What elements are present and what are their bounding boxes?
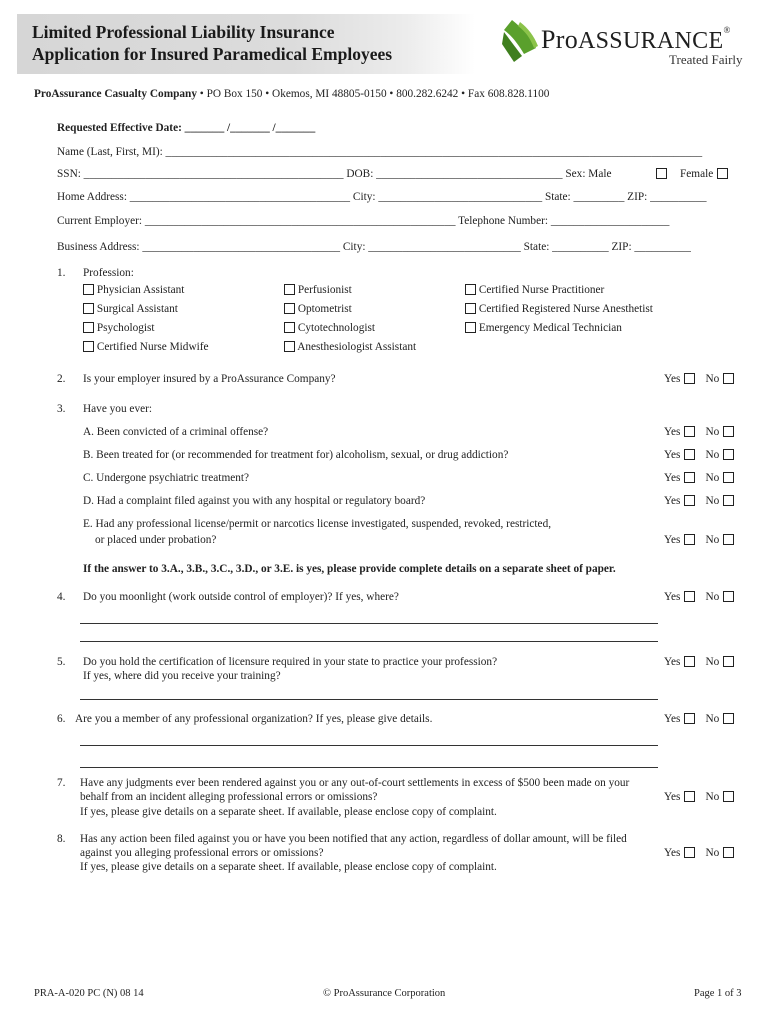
checkbox-icon[interactable] (284, 322, 295, 333)
profession-option[interactable] (465, 284, 604, 296)
option-label: Certified Nurse Midwife (96, 341, 209, 353)
yes-checkbox[interactable] (684, 449, 695, 460)
q4-text: Do you moonlight (work outside control of employer)? If yes, where? (83, 591, 399, 603)
yes-label: Yes (664, 373, 681, 385)
option-label: Emergency Medical Technician (478, 322, 622, 334)
no-checkbox[interactable] (723, 534, 734, 545)
q8-text-line1: Has any action been filed against you or have you been notified that any action, regardless of dollar amount, will be filed (80, 833, 627, 845)
checkbox-icon[interactable] (83, 303, 94, 314)
answer-line[interactable] (80, 699, 658, 700)
q8-number: 8. (57, 833, 66, 845)
profession-option[interactable] (83, 303, 178, 315)
checkbox-icon[interactable] (465, 322, 476, 333)
answer-line[interactable] (80, 641, 658, 642)
no-checkbox[interactable] (723, 791, 734, 802)
q3-note: If the answer to 3.A., 3.B., 3.C., 3.D., or 3.E. is yes, please provide complete details on a separate sheet of paper. (83, 563, 616, 575)
yes-checkbox[interactable] (684, 426, 695, 437)
yes-label: Yes (664, 495, 681, 507)
business-address-field[interactable]: Business Address: ___________________________________ City: ___________________________ State: __________ ZIP: __________ (57, 241, 691, 253)
q6-number: 6. (57, 713, 66, 725)
no-checkbox[interactable] (723, 426, 734, 437)
yes-label: Yes (664, 449, 681, 461)
yes-checkbox[interactable] (684, 847, 695, 858)
option-label: Certified Nurse Practitioner (478, 284, 605, 296)
checkbox-icon[interactable] (284, 341, 295, 352)
q3b-text: B. Been treated for (or recommended for treatment for) alcoholism, sexual, or drug addiction? (83, 449, 509, 461)
yes-label: Yes (664, 591, 681, 603)
no-checkbox[interactable] (723, 591, 734, 602)
form-id: PRA-A-020 PC (N) 08 14 (34, 988, 144, 999)
q1-label: Profession: (83, 267, 134, 279)
no-checkbox[interactable] (723, 373, 734, 384)
option-label: Cytotechnologist (297, 322, 376, 334)
q7-text-line2: behalf from an incident alleging professional errors or omissions? (80, 791, 378, 803)
contact-line (34, 88, 549, 100)
q3e-text-line2: or placed under probation? (95, 534, 217, 546)
answer-line[interactable] (80, 767, 658, 768)
form-title-line2: Application for Insured Paramedical Employees (32, 44, 393, 64)
option-label: Anesthesiologist Assistant (297, 341, 417, 353)
q7-text-line3: If yes, please give details on a separate sheet. If available, please enclose copy of complaint. (80, 806, 497, 818)
yes-checkbox[interactable] (684, 791, 695, 802)
checkbox-icon[interactable] (83, 341, 94, 352)
profession-option[interactable] (284, 284, 352, 296)
no-label: No (705, 847, 720, 859)
yes-checkbox[interactable] (684, 373, 695, 384)
profession-option[interactable] (284, 322, 375, 334)
yes-label: Yes (664, 534, 681, 546)
checkbox-icon[interactable] (284, 284, 295, 295)
checkbox-icon[interactable] (83, 284, 94, 295)
no-label: No (705, 449, 720, 461)
checkbox-icon[interactable] (465, 303, 476, 314)
q2-number: 2. (57, 373, 66, 385)
contact-details: • PO Box 150 • Okemos, MI 48805-0150 • 800.282.6242 • Fax 608.828.1100 (196, 88, 550, 100)
profession-option[interactable] (284, 303, 352, 315)
yes-no-group (664, 373, 734, 385)
yes-checkbox[interactable] (684, 656, 695, 667)
q7-text-line1: Have any judgments ever been rendered against you or any out-of-court settlements in excess of $500 been made on your (80, 777, 630, 789)
sex-female-checkbox[interactable] (717, 168, 728, 179)
option-label: Physician Assistant (96, 284, 185, 296)
q3e-text-line1: E. Had any professional license/permit or narcotics license investigated, suspended, revoked, restricted, (83, 518, 552, 530)
option-label: Surgical Assistant (96, 303, 178, 315)
profession-option[interactable] (83, 322, 155, 334)
yes-checkbox[interactable] (684, 534, 695, 545)
profession-option[interactable] (83, 341, 209, 353)
q5-text-line2: If yes, where did you receive your training? (83, 670, 281, 682)
logo-assurance: ASSURANCE (578, 28, 724, 54)
copyright: © ProAssurance Corporation (323, 988, 446, 999)
yes-no-group (664, 426, 734, 438)
yes-no-group (664, 713, 734, 725)
sex-male-checkbox[interactable] (656, 168, 667, 179)
option-label: Psychologist (96, 322, 155, 334)
yes-label: Yes (664, 656, 681, 668)
option-label: Optometrist (297, 303, 352, 315)
yes-no-group (664, 472, 734, 484)
yes-no-group (664, 534, 734, 546)
ssn-dob-field[interactable]: SSN: ______________________________________________ DOB: _________________________________ Sex: Male (57, 168, 612, 180)
no-checkbox[interactable] (723, 495, 734, 506)
sex-female-label: Female (680, 168, 714, 180)
yes-label: Yes (664, 472, 681, 484)
no-label: No (705, 713, 720, 725)
contact-company: ProAssurance Casualty Company (34, 88, 197, 100)
answer-line[interactable] (80, 623, 658, 624)
no-label: No (705, 373, 720, 385)
yes-label: Yes (664, 847, 681, 859)
checkbox-icon[interactable] (465, 284, 476, 295)
yes-no-group (664, 847, 734, 859)
no-label: No (705, 656, 720, 668)
yes-label: Yes (664, 426, 681, 438)
q8-text-line3: If yes, please give details on a separate sheet. If available, please enclose copy of complaint. (80, 861, 497, 873)
yes-no-group (664, 791, 734, 803)
yes-label: Yes (664, 713, 681, 725)
profession-option[interactable] (83, 284, 184, 296)
answer-line[interactable] (80, 745, 658, 746)
name-field[interactable]: Name (Last, First, MI): _______________________________________________________________________________________________ (57, 146, 703, 158)
yes-checkbox[interactable] (684, 495, 695, 506)
no-label: No (705, 591, 720, 603)
q3d-text: D. Had a complaint filed against you with any hospital or regulatory board? (83, 495, 426, 507)
q1-number: 1. (57, 267, 66, 279)
no-label: No (705, 472, 720, 484)
logo-pro: Pro (541, 25, 579, 54)
home-address-field[interactable]: Home Address: _______________________________________ City: _____________________________ State: _________ ZIP: __________ (57, 191, 707, 203)
yes-label: Yes (664, 791, 681, 803)
yes-no-group (664, 656, 734, 668)
q8-text-line2: against you alleging professional errors or omissions? (80, 847, 324, 859)
q2-text: Is your employer insured by a ProAssurance Company? (83, 373, 336, 385)
page-number: Page 1 of 3 (694, 988, 742, 999)
q3c-text: C. Undergone psychiatric treatment? (83, 472, 250, 484)
logo-tagline: Treated Fairly (669, 52, 743, 67)
checkbox-icon[interactable] (284, 303, 295, 314)
profession-option[interactable] (284, 341, 416, 353)
yes-checkbox[interactable] (684, 591, 695, 602)
q6-text: Are you a member of any professional organization? If yes, please give details. (75, 713, 433, 725)
no-label: No (705, 791, 720, 803)
q3-number: 3. (57, 403, 66, 415)
checkbox-icon[interactable] (83, 322, 94, 333)
logo-wordmark (541, 25, 731, 55)
q7-number: 7. (57, 777, 66, 789)
profession-option[interactable] (465, 303, 653, 315)
no-label: No (705, 495, 720, 507)
yes-checkbox[interactable] (684, 713, 695, 724)
no-checkbox[interactable] (723, 472, 734, 483)
yes-no-group (664, 495, 734, 507)
q4-number: 4. (57, 591, 66, 603)
no-checkbox[interactable] (723, 449, 734, 460)
form-title-line1: Limited Professional Liability Insurance (32, 22, 335, 42)
effective-date-field[interactable]: Requested Effective Date: _______ /_______ /_______ (57, 122, 316, 134)
proassurance-logo-icon (500, 18, 540, 64)
yes-no-group (664, 591, 734, 603)
q3a-text: A. Been convicted of a criminal offense? (83, 426, 269, 438)
profession-option[interactable] (465, 322, 622, 334)
no-checkbox[interactable] (723, 847, 734, 858)
no-label: No (705, 426, 720, 438)
current-employer-field[interactable]: Current Employer: _______________________________________________________ Telephone Number: _____________________ (57, 215, 670, 227)
q5-text-line1: Do you hold the certification of licensure required in your state to practice your profession? (83, 656, 498, 668)
logo-reg: ® (723, 25, 731, 35)
no-checkbox[interactable] (723, 656, 734, 667)
q3-text: Have you ever: (83, 403, 153, 415)
no-checkbox[interactable] (723, 713, 734, 724)
option-label: Certified Registered Nurse Anesthetist (478, 303, 653, 315)
yes-checkbox[interactable] (684, 472, 695, 483)
q5-number: 5. (57, 656, 66, 668)
no-label: No (705, 534, 720, 546)
option-label: Perfusionist (297, 284, 352, 296)
yes-no-group (664, 449, 734, 461)
